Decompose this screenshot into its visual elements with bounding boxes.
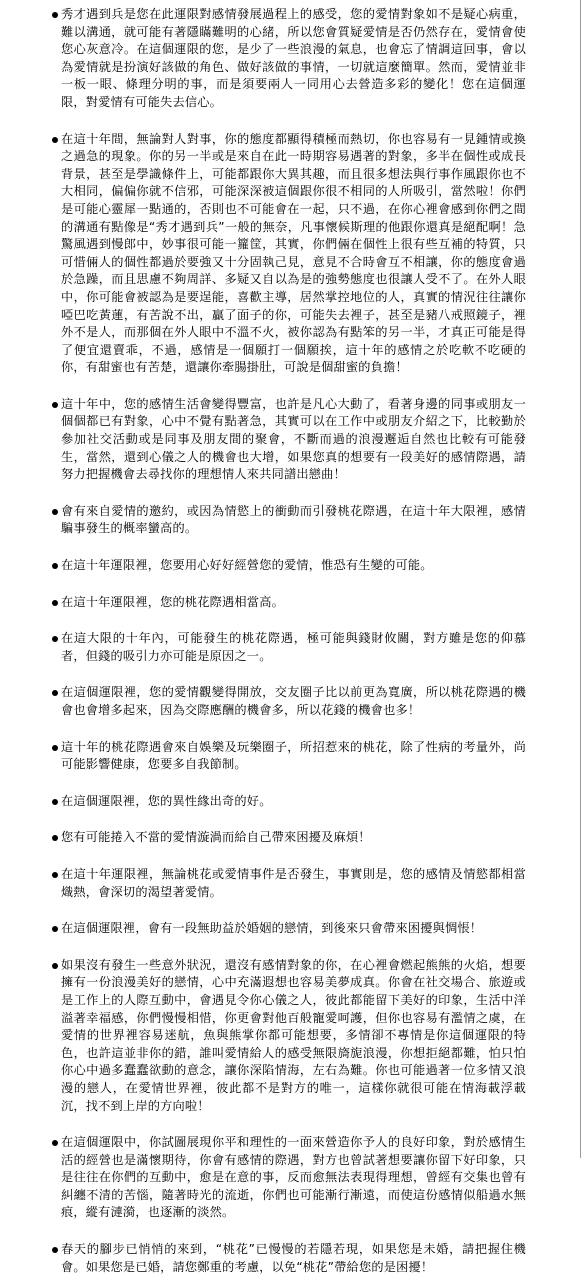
paragraph-text: 這十年中，您的感情生活會變得豐富，也許是凡心大動了，看著身邊的同事或朋友一個個都已有對象，心中不覺有點著急，其實可以在工作中或朋友介紹之下，比較勤於參加社交活動或是同事及朋友間的聚會，不斷而過的浪漫邂逅自然也比較有可能發生，當然，還到心儀之人的機會也大增，如果您真的想要有一段美好的感情際遇，請努力把握機會去尋找你的理想情人來共同譜出戀曲！	[61, 396, 526, 482]
paragraph-9	[61, 739, 526, 774]
paragraph-3	[61, 396, 526, 484]
bullet-icon	[52, 1247, 58, 1253]
paragraph-16	[61, 1241, 526, 1276]
paragraph-5	[61, 557, 526, 575]
paragraph-text: 您有可能捲入不當的愛情漩渦而給自己帶來困擾及麻煩！	[61, 830, 371, 845]
bullet-icon	[52, 690, 58, 696]
paragraph-10	[61, 793, 526, 811]
paragraph-text: 在這個運限裡，您的愛情觀變得開放，交友圈子比以前更為寬廣，所以桃花際遇的機會也會增多起來，因為交際應酬的機會多，所以花錢的機會也多！	[61, 685, 526, 717]
paragraph-15	[61, 1134, 526, 1222]
bullet-icon	[52, 799, 58, 805]
paragraph-4	[61, 503, 526, 538]
paragraph-11	[61, 829, 526, 847]
paragraph-text: 這十年的桃花際遇會來自娛樂及玩樂圈子，所招惹來的桃花，除了性病的考量外，尚可能影響健康，您要多自我節制。	[61, 739, 526, 772]
paragraph-text: 在這大限的十年內，可能發生的桃花際遇，極可能與錢財攸關，對方雖是您的仰慕者，但錢的吸引力亦可能是原因之一。	[61, 631, 526, 663]
bullet-icon	[52, 1140, 58, 1146]
paragraph-text: 秀才遇到兵是您在此運限對感情發展過程上的感受，您的愛情對象如不是疑心病重，難以溝通，就可能有著隱瞞難明的心緒，所以您會質疑愛情是否仍然存在，愛情會使您心灰意冷。在這個運限的您，是少了一些浪漫的氣息，也會忘了情調這回事，會以為愛情就是扮演好該做的角色、做好該做的事情，一切就這麼簡單。然而，愛情並非一板一眼、條理分明的事，而是須要兩人一同用心去營造多彩的變化！您在這個運限，對愛情有可能失去信心。	[61, 7, 526, 109]
paragraph-text: 如果沒有發生一些意外狀況，還沒有感情對象的你，在心裡會燃起熊熊的火焰，想要擁有一份浪漫美好的戀情，心中充滿遐想也容易美夢成真。你會在社交場合、旅遊或是工作上的人際互動中，會遇見令你心儀之人，彼此都能留下美好的印象，生活中洋溢著幸福感，你們慢慢相惜，你更會對他百般寵愛呵護，但你也容易有濫情之虞，在愛情的世界裡容易迷航，魚與熊掌你都可能想要，多情卻不專情是你這個運限的特色，也許這並非你的錯，誰叫愛情給人的感受無限旖旎浪漫，你想拒絕都難，怕只怕你心中過多蠢蠢欲動的意念，讓你深陷情海，左右為難。你也可能過著一位多情又浪漫的戀人，在愛情世界裡，彼此都不是對方的唯一，這樣你就很可能在情海載浮載沉，找不到上岸的方向啦！	[61, 957, 526, 1113]
paragraph-8	[61, 684, 526, 719]
paragraph-text: 會有來自愛情的邀約，或因為情慾上的衝動而引發桃花際遇，在這十年大限裡，感情騙事發生的概率蠻高的。	[61, 503, 526, 536]
bullet-icon	[52, 636, 58, 642]
paragraph-12	[61, 866, 526, 901]
bullet-icon	[52, 963, 58, 969]
bullet-icon	[52, 563, 58, 569]
paragraph-text: 在這個運限中，你試圖展現你平和理性的一面來營造你予人的良好印象，對於感情生活的經營也是滿懷期待，你會有感情的際遇，對方也曾試著想要讓你留下好印象，只是往往在你們的互動中，愈是在意的事，反而愈無法表現得理想，曾經有交集也曾有糾纏不清的苦惱，隨著時光的流逝，你們也可能漸行漸遠，而使這份感情似船過水無痕，縱有漣漪，也逐漸的淡然。	[61, 1135, 526, 1220]
bullet-icon	[52, 509, 58, 515]
paragraph-7	[61, 630, 526, 665]
paragraph-1	[61, 6, 526, 112]
paragraph-text: 在這個運限裡，會有一段無助益於婚姻的戀情，到後來只會帶來困擾與惆悵！	[61, 921, 483, 936]
paragraph-2	[61, 131, 526, 377]
bullet-icon	[52, 872, 58, 878]
paragraph-text: 在這個運限裡，您的異性緣出奇的好。	[61, 793, 272, 808]
paragraph-text: 在這十年運限裡，無論桃花或愛情事件是否發生，事實則是，您的感情及情慾都相當熾熱，會深切的渴望著愛情。	[61, 866, 526, 899]
bullet-icon	[52, 600, 58, 606]
paragraph-text: 在這十年運限裡，您的桃花際遇相當高。	[61, 594, 284, 609]
bullet-icon	[52, 137, 58, 143]
paragraph-text: 春天的腳步已悄悄的來到，“桃花”已慢慢的若隱若現，如果您是未婚，請把握住機會。如果您是已婚，請您鄭重的考慮，以免“桃花”帶給您的是困擾！	[61, 1242, 526, 1274]
paragraph-6	[61, 594, 526, 612]
paragraph-text: 在這十年運限裡，您要用心好好經營您的愛情，惟恐有生變的可能。	[61, 558, 433, 573]
bullet-icon	[52, 835, 58, 841]
paragraph-text: 在這十年間，無論對人對事，你的態度都顯得積極而熱切，你也容易有一見鍾情或換之過急的現象。你的另一半或是來自在此一時期容易遇著的對象，多半在個性或成長背景，甚至是學識條件上，可能都跟你大異其趣，而且很多想法與行事作風跟你也不大相同，偏偏你就不信邪，可能深深被這個跟你很不相同的人所吸引，當然啦！你們是可能心靈犀一點通的，否則也不可能會在一起，只不過，在你心裡會感到你們之間的溝通有點像是“秀才遇到兵”一般的無奈，凡事懷候斯理的他跟你還真是絕配啊！急驚風遇到慢郎中，妙事很可能一籮筐，其實，你們倆在個性上很有些互補的特質，只可惜倆人的個性都過於要強又十分固執己見，意見不合時會互不相讓，你的態度會過於急躁，而且思慮不夠周詳、多疑又自以為是的強勢態度也很讓人受不了。在外人眼中，你可能會被認為是要逞能，喜歡主導，居然掌控地位的人，真實的情況往往讓你啞巴吃黃蓮，有苦說不出，贏了面子的你，可能失去裡子，甚至是豬八戒照鏡子，裡外不是人，而那個在外人眼中不溫不火，被你認為有點笨的另一半，才真正可能是得了便宜還賣乖，不過，感情是一個願打一個願挨，這十年的感情之於吃軟不吃硬的你，有甜蜜也有苦楚，還讓你牽腸掛肚，可說是個甜蜜的負擔！	[61, 131, 526, 375]
bullet-icon	[52, 12, 58, 18]
paragraph-14	[61, 957, 526, 1115]
bullet-icon	[52, 926, 58, 932]
bullet-icon	[52, 402, 58, 408]
bullet-icon	[52, 745, 58, 751]
paragraph-13	[61, 920, 526, 938]
